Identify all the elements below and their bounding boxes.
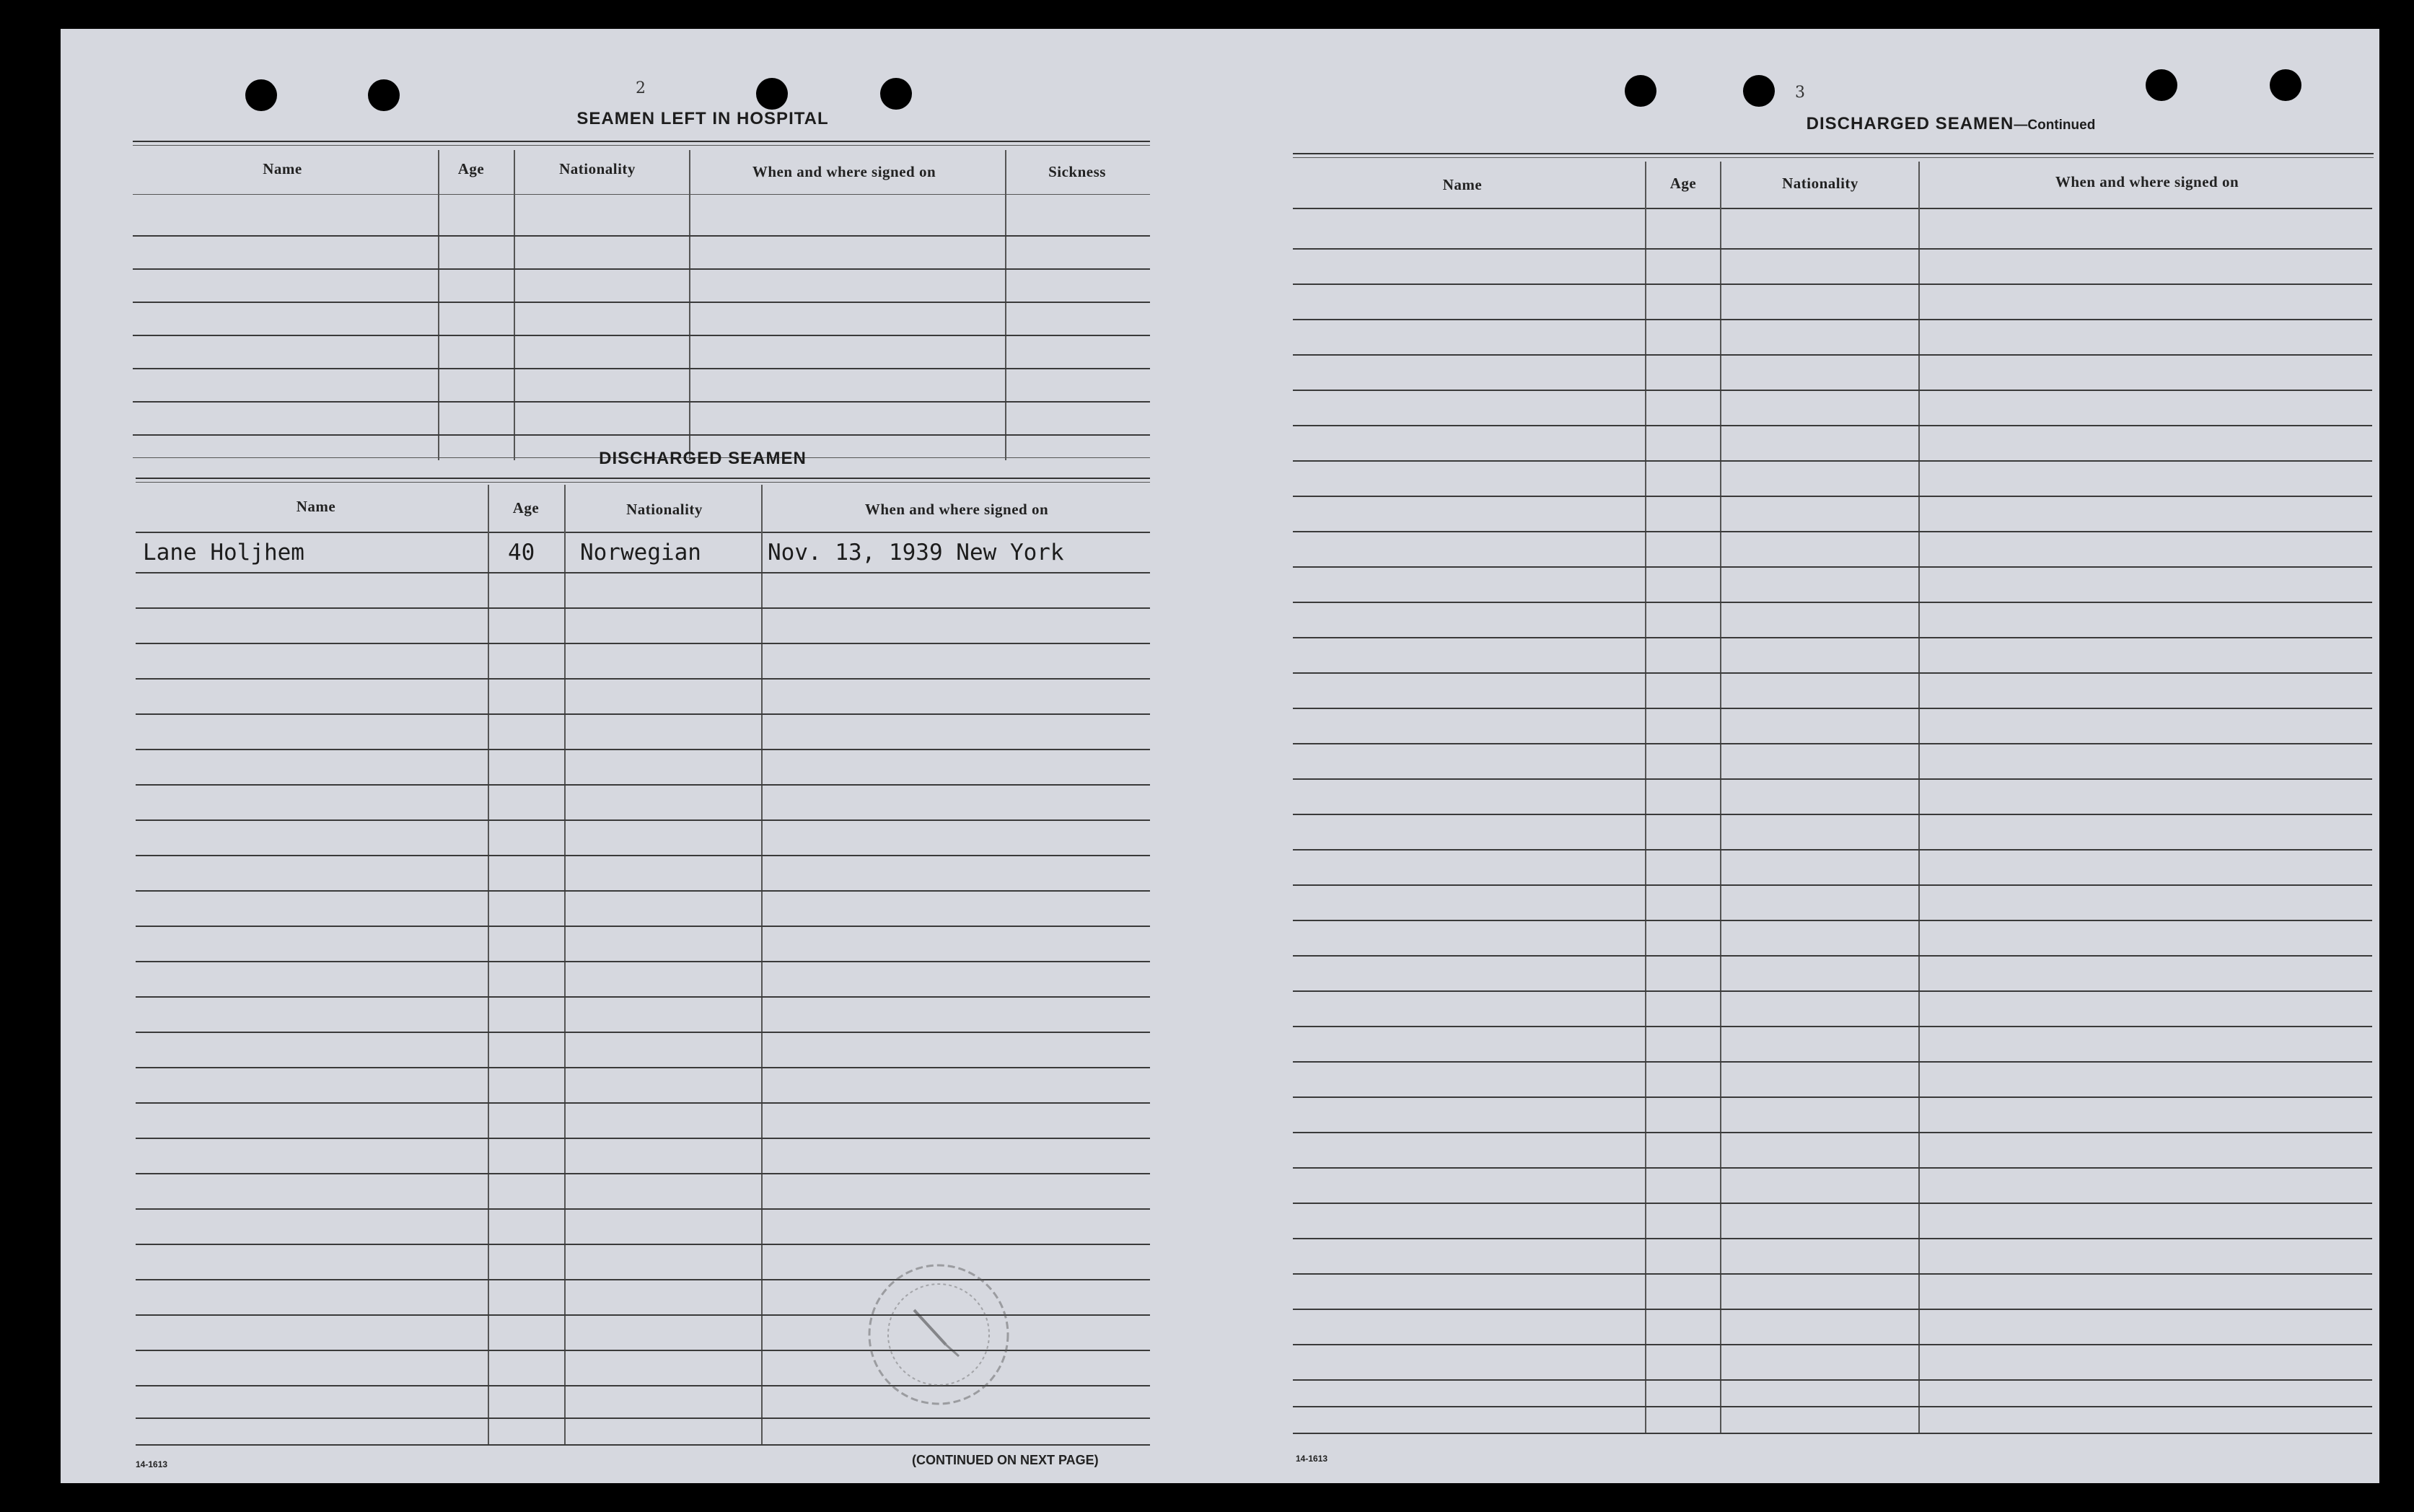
right-col-nationality: Nationality bbox=[1782, 175, 1858, 192]
hospital-table-header-rule bbox=[133, 194, 1150, 195]
discharged-row-line bbox=[136, 713, 1150, 715]
continued-suffix: —Continued bbox=[2014, 118, 2096, 133]
discharged-col-signed-on: When and where signed on bbox=[864, 501, 1049, 518]
form-number: 14-1613 bbox=[1296, 1454, 1328, 1464]
right-row-line bbox=[1293, 390, 2372, 391]
discharged-col-name: Name bbox=[296, 498, 336, 515]
right-row-line bbox=[1293, 319, 2372, 320]
right-table-top-rule bbox=[1293, 153, 2374, 158]
page-number: 2 bbox=[636, 79, 646, 97]
discharged-row-line bbox=[136, 1244, 1150, 1245]
right-row-line bbox=[1293, 425, 2372, 426]
discharged-row-line bbox=[136, 607, 1150, 609]
right-row-line bbox=[1293, 1096, 2372, 1098]
discharged-col-age: Age bbox=[512, 499, 540, 517]
right-col-divider bbox=[1720, 162, 1721, 1434]
right-row-line bbox=[1293, 990, 2372, 992]
right-col-age: Age bbox=[1669, 175, 1697, 192]
discharged-row-line bbox=[136, 819, 1150, 821]
discharged-row-line bbox=[136, 1208, 1150, 1210]
continued-note: (CONTINUED ON NEXT PAGE) bbox=[912, 1453, 1099, 1467]
discharged-col-divider bbox=[761, 485, 763, 1444]
right-row-line bbox=[1293, 496, 2372, 497]
right-row-line bbox=[1293, 1379, 2372, 1381]
punch-hole bbox=[368, 79, 400, 111]
right-row-line bbox=[1293, 672, 2372, 674]
hospital-row-line bbox=[133, 268, 1150, 270]
hospital-row-line bbox=[133, 368, 1150, 369]
discharged-row-line bbox=[136, 890, 1150, 892]
right-col-name: Name bbox=[1442, 176, 1483, 193]
right-table-bottom-rule bbox=[1293, 1433, 2372, 1434]
right-row-line bbox=[1293, 566, 2372, 568]
punch-hole bbox=[2270, 69, 2301, 101]
right-col-divider bbox=[1918, 162, 1920, 1434]
right-row-line bbox=[1293, 743, 2372, 744]
discharged-table-bottom-rule bbox=[136, 1444, 1150, 1446]
right-row-line bbox=[1293, 1026, 2372, 1027]
right-row-line bbox=[1293, 1203, 2372, 1204]
discharged-row-line bbox=[136, 643, 1150, 644]
discharged-row-line bbox=[136, 1418, 1150, 1419]
seaman-signed-on: Nov. 13, 1939 New York bbox=[768, 540, 1064, 566]
hospital-row-line bbox=[133, 434, 1150, 436]
hospital-col-divider bbox=[514, 150, 515, 460]
discharged-continued-title bbox=[1626, 114, 2275, 134]
punch-hole bbox=[1743, 75, 1775, 107]
right-row-line bbox=[1293, 1061, 2372, 1063]
right-row-line bbox=[1293, 1344, 2372, 1345]
form-number: 14-1613 bbox=[136, 1459, 168, 1469]
right-row-line bbox=[1293, 531, 2372, 532]
right-row-line bbox=[1293, 354, 2372, 356]
right-row-line bbox=[1293, 1132, 2372, 1133]
hospital-col-age: Age bbox=[457, 160, 485, 177]
right-row-line bbox=[1293, 884, 2372, 886]
right-col-divider bbox=[1645, 162, 1646, 1434]
right-row-line bbox=[1293, 955, 2372, 957]
right-row-line bbox=[1293, 814, 2372, 815]
right-row-line bbox=[1293, 602, 2372, 603]
discharged-table-header-rule bbox=[136, 532, 1150, 533]
hospital-section-title: SEAMEN LEFT IN HOSPITAL bbox=[576, 109, 829, 128]
right-row-line bbox=[1293, 284, 2372, 285]
hospital-row-line bbox=[133, 235, 1150, 237]
discharged-row-line bbox=[136, 1138, 1150, 1139]
right-row-line bbox=[1293, 1167, 2372, 1169]
right-row-line bbox=[1293, 920, 2372, 921]
right-row-line bbox=[1293, 637, 2372, 638]
hospital-row-line bbox=[133, 401, 1150, 403]
hospital-col-divider bbox=[438, 150, 439, 460]
discharged-row-line bbox=[136, 1102, 1150, 1104]
discharged-continued-title-main: DISCHARGED SEAMEN bbox=[1806, 114, 2014, 133]
seaman-nationality: Norwegian bbox=[580, 540, 701, 566]
hospital-row-line bbox=[133, 302, 1150, 303]
postmark-stamp bbox=[845, 1254, 1032, 1412]
hospital-col-divider bbox=[689, 150, 690, 460]
right-row-line bbox=[1293, 849, 2372, 850]
punch-hole bbox=[1625, 75, 1656, 107]
punch-hole bbox=[2146, 69, 2177, 101]
punch-hole bbox=[245, 79, 277, 111]
hospital-col-sickness: Sickness bbox=[1048, 163, 1106, 180]
discharged-row-line bbox=[136, 749, 1150, 750]
right-row-line bbox=[1293, 1238, 2372, 1239]
discharged-col-nationality: Nationality bbox=[626, 501, 703, 518]
punch-hole bbox=[756, 78, 788, 110]
right-row-line bbox=[1293, 778, 2372, 780]
discharged-row-line bbox=[136, 1067, 1150, 1068]
discharged-row-line bbox=[136, 1173, 1150, 1174]
right-row-line bbox=[1293, 460, 2372, 462]
page-number: 3 bbox=[1795, 84, 1805, 102]
hospital-row-line bbox=[133, 335, 1150, 336]
discharged-row-line bbox=[136, 1032, 1150, 1033]
discharged-row-line bbox=[136, 855, 1150, 856]
punch-hole bbox=[880, 78, 912, 110]
right-row-line bbox=[1293, 248, 2372, 250]
discharged-col-divider bbox=[488, 485, 489, 1444]
right-row-line bbox=[1293, 708, 2372, 709]
discharged-section-title: DISCHARGED SEAMEN bbox=[599, 449, 807, 468]
hospital-col-nationality: Nationality bbox=[559, 160, 636, 177]
discharged-row-line bbox=[136, 784, 1150, 786]
discharged-col-divider bbox=[564, 485, 566, 1444]
right-table-header-rule bbox=[1293, 208, 2372, 209]
hospital-col-signed-on: When and where signed on bbox=[752, 163, 936, 180]
document-sheet bbox=[61, 29, 2379, 1483]
discharged-row-line bbox=[136, 961, 1150, 962]
seaman-age: 40 bbox=[508, 540, 535, 566]
seaman-name: Lane Holjhem bbox=[143, 540, 304, 566]
right-row-line bbox=[1293, 1273, 2372, 1275]
hospital-table-top-rule bbox=[133, 141, 1150, 146]
discharged-row-line bbox=[136, 572, 1150, 573]
hospital-col-name: Name bbox=[263, 160, 302, 177]
discharged-table-top-rule bbox=[136, 478, 1150, 483]
right-row-line bbox=[1293, 1406, 2372, 1407]
discharged-row-line bbox=[136, 678, 1150, 680]
hospital-col-divider bbox=[1005, 150, 1006, 460]
discharged-row-line bbox=[136, 926, 1150, 927]
right-col-signed-on: When and where signed on bbox=[2055, 173, 2239, 190]
right-row-line bbox=[1293, 1309, 2372, 1310]
discharged-row-line bbox=[136, 996, 1150, 998]
